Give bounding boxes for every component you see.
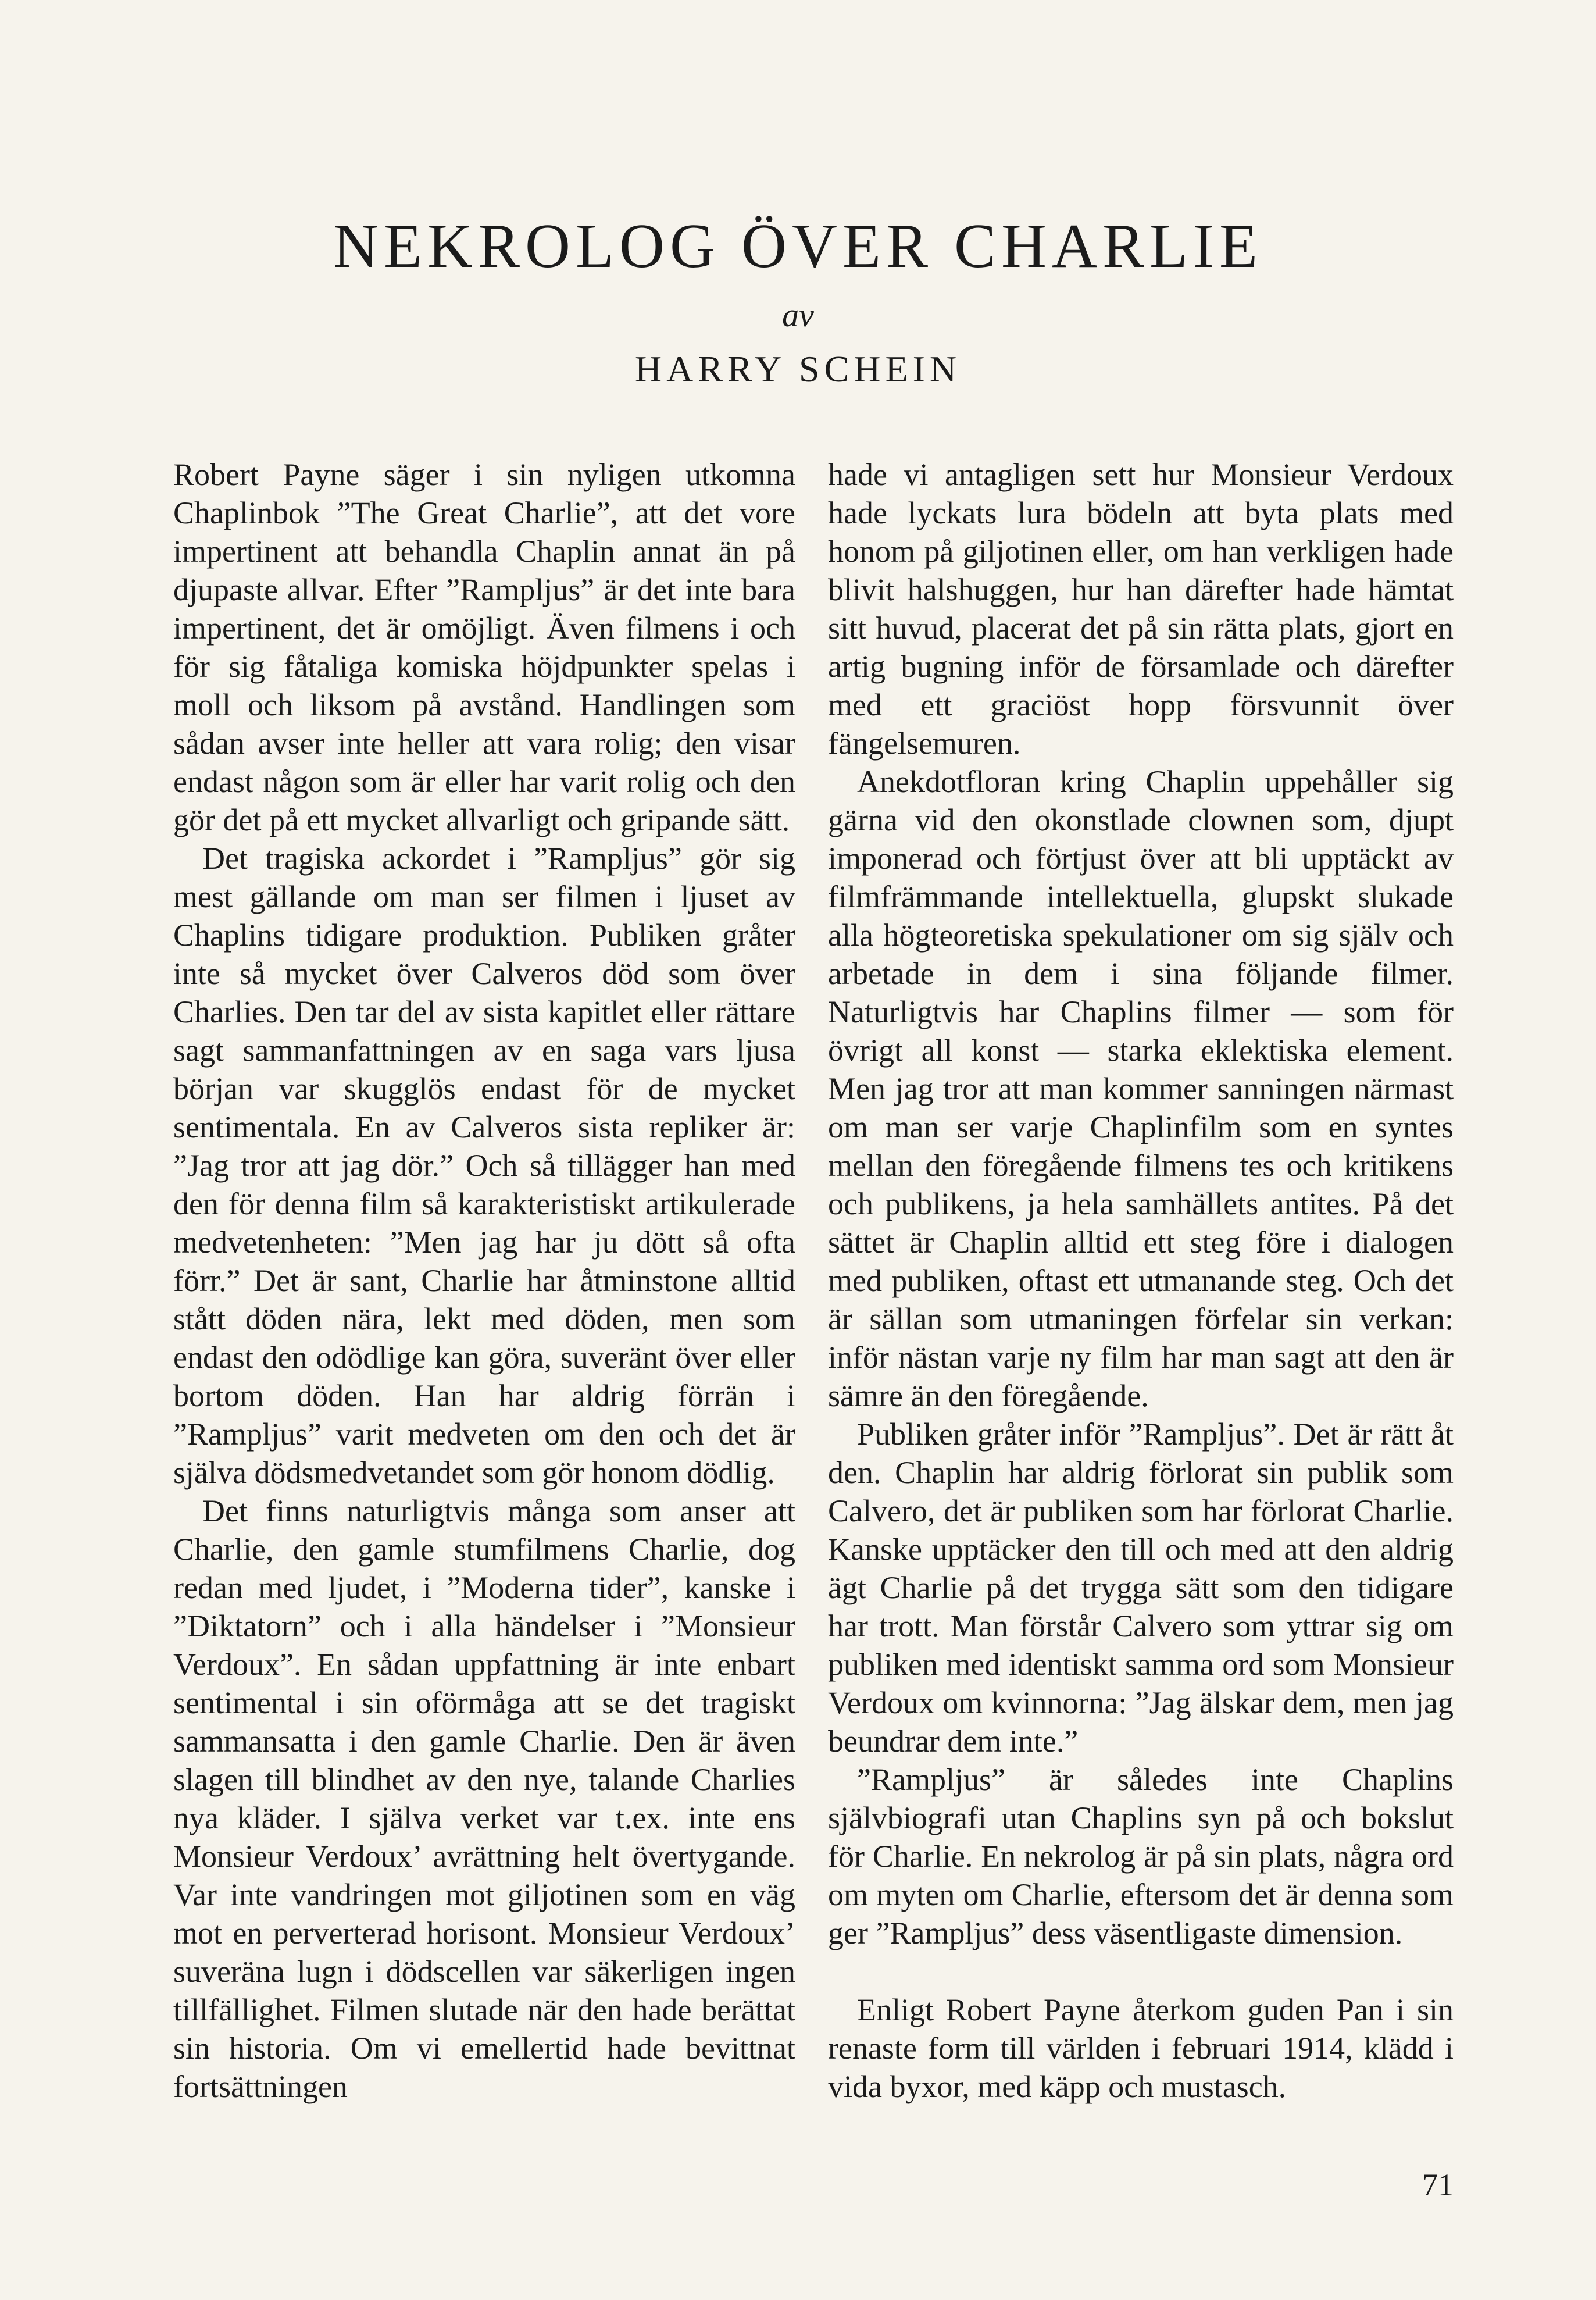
paragraph: Det tragiska ackordet i ”Rampljus” gör sig mest gällande om man ser filmen i ljuset av Chaplins tidigare produktion. Publiken gråter inte så mycket över Calveros död som över Charlies. Den tar del av sista kapitlet eller rättare sagt sammanfattningen av en saga vars ljusa början var skugglös endast för de mycket sentimentala. En av Calveros sista repliker är: ”Jag tror att jag dör.” Och så tillägger han med den för denna film så karakteristiskt artikulerade medvetenheten: ”Men jag har ju dött så ofta förr.” Det är sant, Charlie har åtminstone alltid stått döden nära, lekt med döden, men som endast den odödlige kan göra, suveränt över eller bortom döden. Han har aldrig förrän i ”Rampljus” varit medveten om den och det är själva dödsmedvetandet som gör honom dödlig. bbox=[173, 841, 795, 1490]
right-column bbox=[828, 455, 1454, 2106]
paragraph: hade vi antagligen sett hur Monsieur Verdoux hade lyckats lura bödeln att byta plats med honom på giljotinen eller, om han verkligen hade blivit halshuggen, hur han därefter hade hämtat sitt huvud, placerat det på sin rätta plats, gjort en artig bugning inför de församlade och därefter med ett graciöst hopp försvunnit över fängelsemuren. bbox=[828, 457, 1454, 761]
paragraph: Publiken gråter inför ”Rampljus”. Det är rätt åt den. Chaplin har aldrig förlorat sin publik som Calvero, det är publiken som har förlorat Charlie. Kanske upptäcker den till och med att den aldrig ägt Charlie på det trygga sätt som den tidigare har trott. Man förstår Calvero som yttrar sig om publiken med identiskt samma ord som Monsieur Verdoux om kvinnorna: ”Jag älskar dem, men jag beundrar dem inte.” bbox=[828, 1417, 1454, 1759]
byline-prefix: av bbox=[782, 296, 814, 334]
paragraph: ”Rampljus” är således inte Chaplins självbiografi utan Chaplins syn på och bokslut för Charlie. En nekrolog är på sin plats, några ord om myten om Charlie, eftersom det är denna som ger ”Rampljus” dess väsentligaste dimension. bbox=[828, 1762, 1454, 1950]
left-column bbox=[173, 455, 795, 2106]
page-number: 71 bbox=[1422, 2167, 1454, 2202]
paragraph: Anekdotfloran kring Chaplin uppehåller sig gärna vid den okonstlade clownen som, djupt imponerad och förtjust över att bli upptäckt av filmfrämmande intellektuella, glupskt slukade alla högteoretiska spekulationer om sig själv och arbetade in dem i sina följande filmer. Naturligtvis har Chaplins filmer — som för övrigt all konst — starka eklektiska element. Men jag tror att man kommer sanningen närmast om man ser varje Chaplinfilm som en syntes mellan den föregående filmens tes och kritikens och publikens, ja hela samhällets antites. På det sättet är Chaplin alltid ett steg före i dialogen med publiken, oftast ett utmanande steg. Och det är sällan som utmaningen förfelar sin verkan: inför nästan varje ny film har man sagt att den är sämre än den föregående. bbox=[828, 764, 1454, 1413]
article-author: HARRY SCHEIN bbox=[634, 348, 962, 390]
paragraph: Det finns naturligtvis många som anser att Charlie, den gamle stumfilmens Charlie, dog redan med ljudet, i ”Moderna tider”, kanske i ”Diktatorn” och i alla händelser i ”Monsieur Verdoux”. En sådan uppfattning är inte enbart sentimental i sin oförmåga att se det tragiskt sammansatta i den gamle Charlie. Den är även slagen till blindhet av den nye, talande Charlies nya kläder. I själva verket var t.ex. inte ens Monsieur Verdoux’ avrättning helt övertygande. Var inte vandringen mot giljotinen som en väg mot en perverterad horisont. Monsieur Verdoux’ suveräna lugn i dödscellen var säkerligen ingen tillfällighet. Filmen slutade när den hade berättat sin historia. Om vi emellertid hade bevittnat fortsättningen bbox=[173, 1493, 795, 2104]
paragraph: Enligt Robert Payne återkom guden Pan i sin renaste form till världen i februari 1914, klädd i vida byxor, med käpp och mustasch. bbox=[828, 1992, 1454, 2104]
article-title: NEKROLOG ÖVER CHARLIE bbox=[333, 212, 1263, 281]
paragraph: Robert Payne säger i sin nyligen utkomna Chaplinbok ”The Great Charlie”, att det vore impertinent att behandla Chaplin annat än på djupaste allvar. Efter ”Rampljus” är det inte bara impertinent, det är omöjligt. Även filmens i och för sig fåtaliga komiska höjdpunkter spelas i moll och liksom på avstånd. Handlingen som sådan avser inte heller att vara rolig; den visar endast någon som är eller har varit rolig och den gör det på ett mycket allvarligt och gripande sätt. bbox=[173, 457, 795, 837]
